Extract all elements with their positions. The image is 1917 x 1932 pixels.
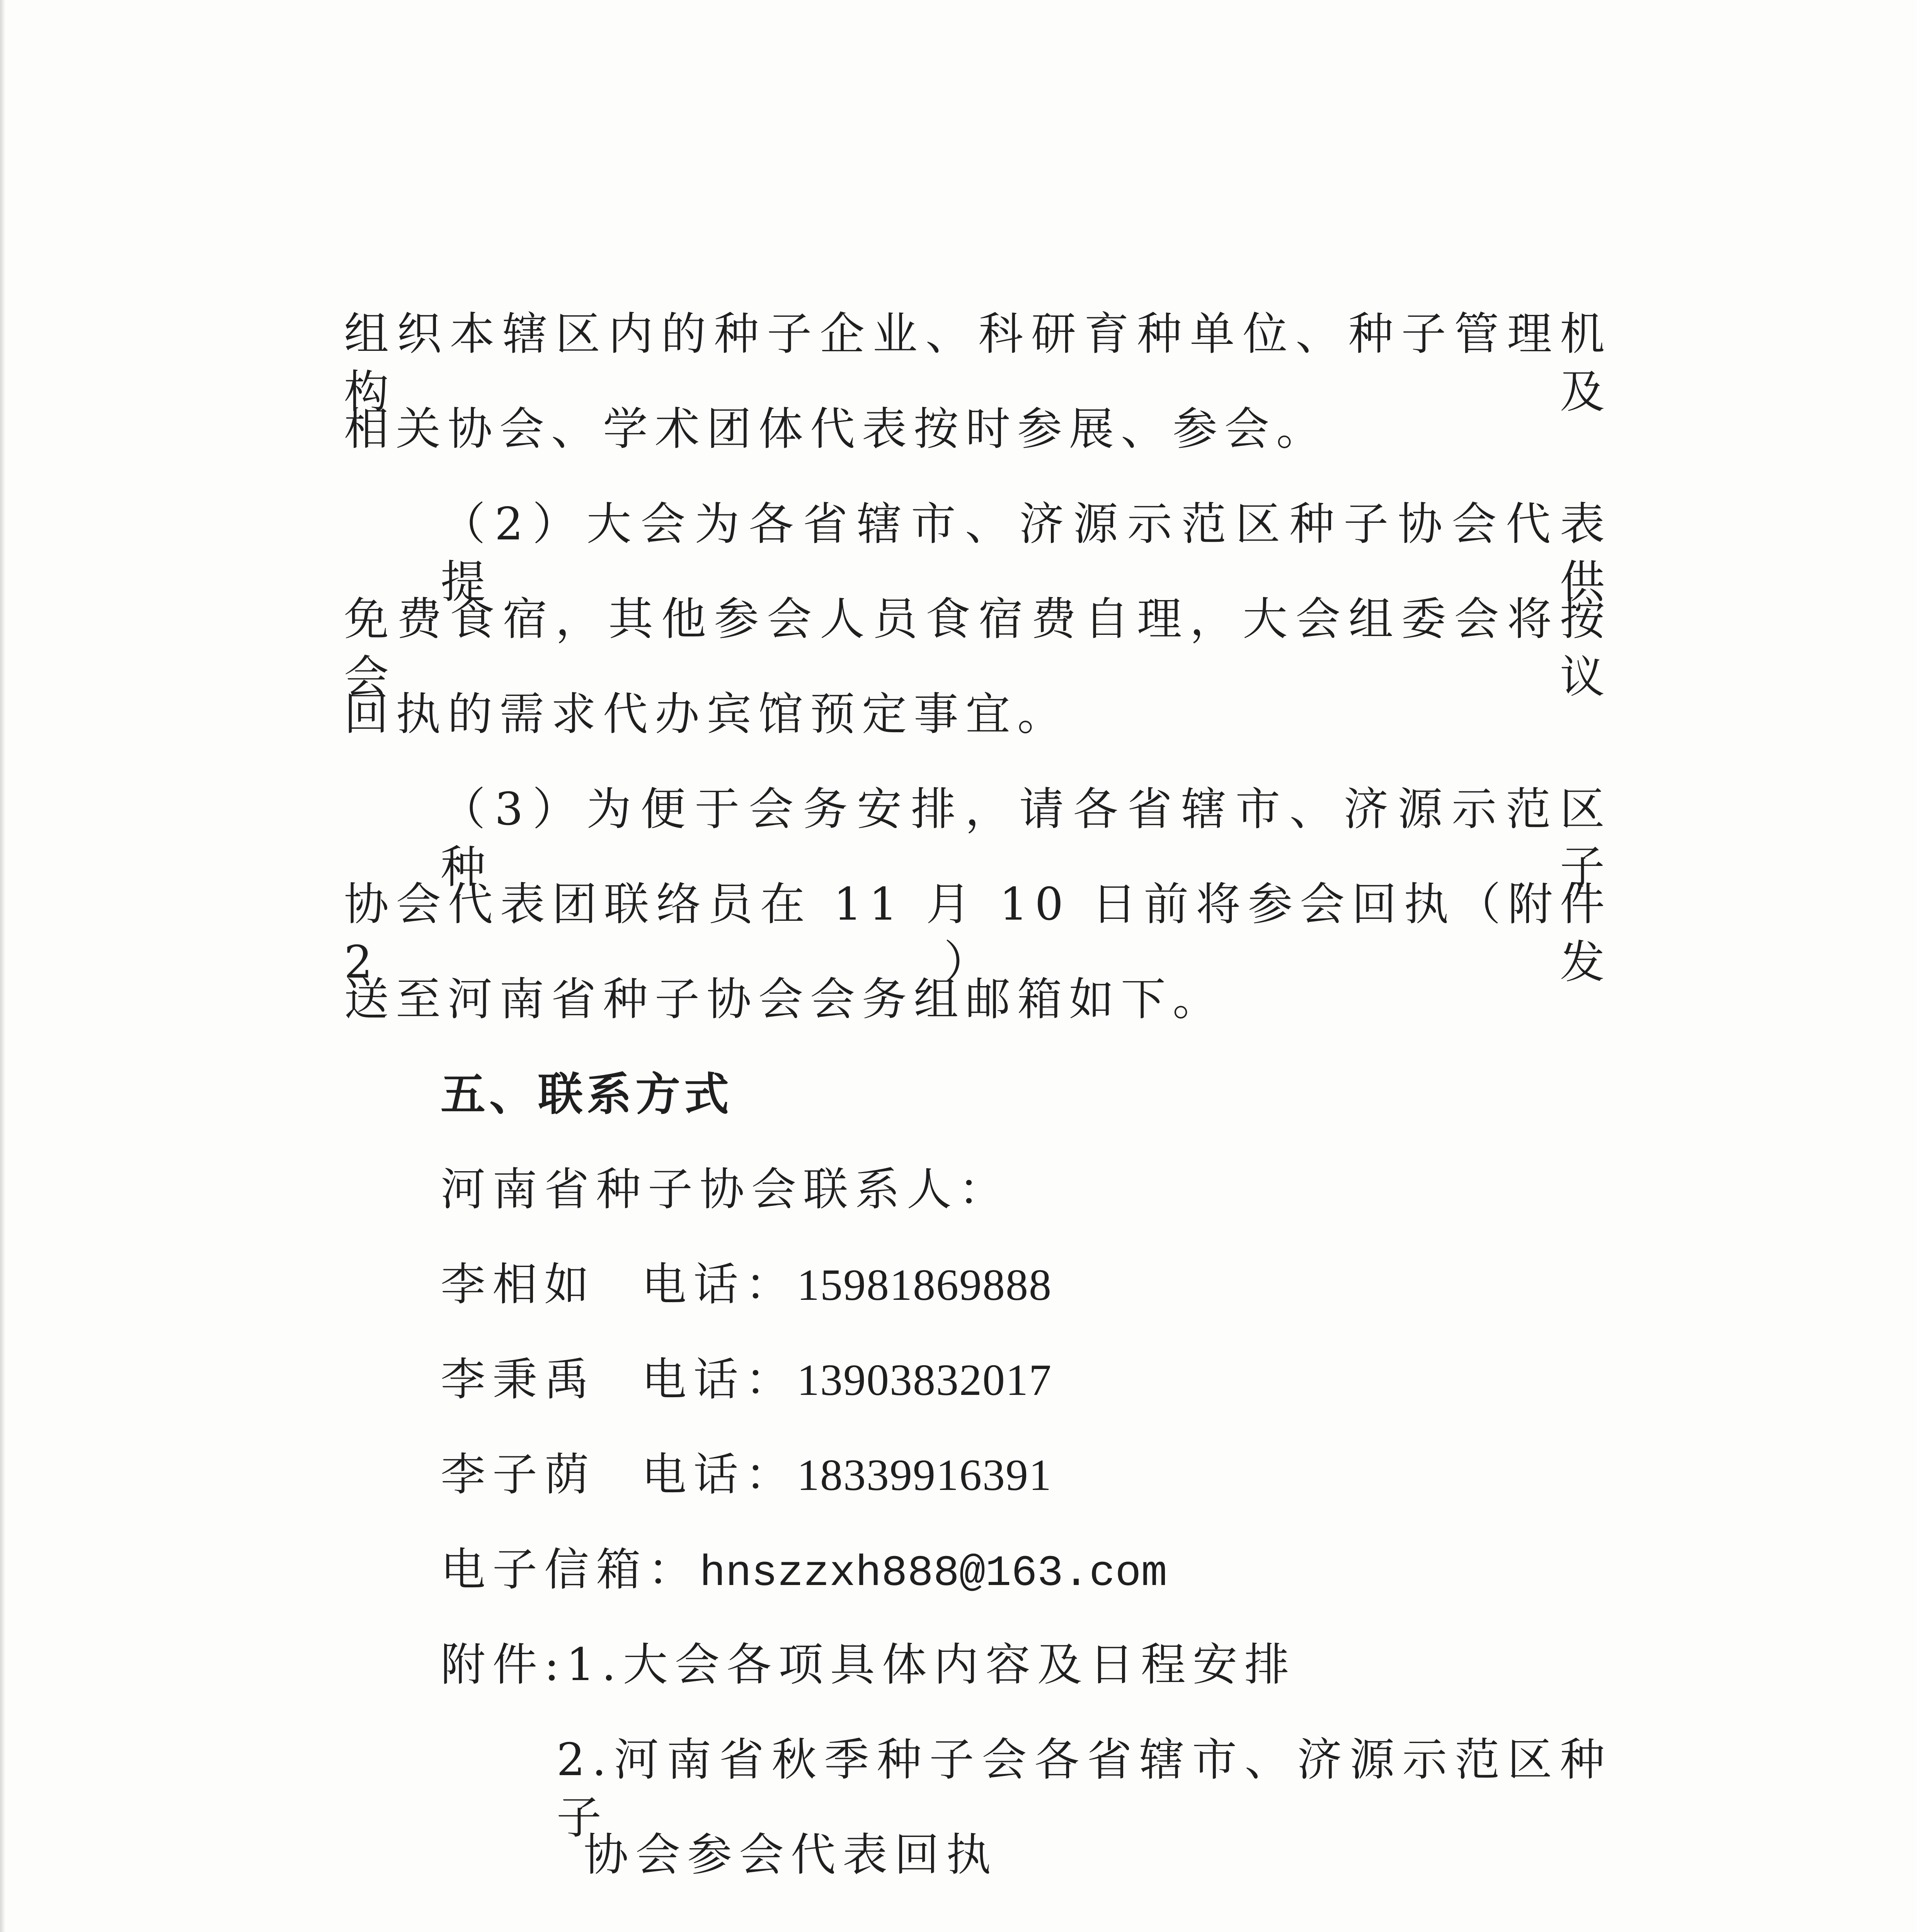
email-label: 电子信箱： <box>441 1544 700 1596</box>
paragraph-1-line-1: 组织本辖区内的种子企业、科研育种单位、种子管理机构及 <box>344 308 1612 418</box>
paragraph-1-line-2: 相关协会、学术团体代表按时参展、参会。 <box>344 403 1328 455</box>
contact-name: 李子荫 <box>441 1449 596 1501</box>
contact-name: 李相如 <box>441 1259 596 1311</box>
contact-row <box>441 1446 1052 1504</box>
paragraph-2-line-3: 回执的需求代办宾馆预定事宜。 <box>344 688 1069 740</box>
phone-label: 电话： <box>642 1354 797 1406</box>
paragraph-2-line-1: （2）大会为各省辖市、济源示范区种子协会代表提供 <box>441 498 1612 608</box>
email-row <box>441 1541 1167 1603</box>
attachment-item-2-line-1: 2.河南省秋季种子会各省辖市、济源示范区种子 <box>557 1734 1612 1844</box>
phone-label: 电话： <box>642 1449 797 1501</box>
phone-number: 13903832017 <box>797 1355 1052 1405</box>
contact-intro: 河南省种子协会联系人： <box>441 1163 1010 1216</box>
paragraph-3-line-3: 送至河南省种子协会会务组邮箱如下。 <box>344 973 1224 1026</box>
contact-heading: 五、联系方式 <box>441 1068 733 1121</box>
paragraph-3-line-2: 协会代表团联络员在 11 月 10 日前将参会回执（附件 2）发 <box>344 878 1612 988</box>
email-address: hnszzxh888@163.com <box>700 1549 1167 1598</box>
contact-row <box>441 1351 1052 1409</box>
attachment-row <box>441 1636 1296 1694</box>
paragraph-2-line-2: 免费食宿，其他参会人员食宿费自理，大会组委会将按会议 <box>344 593 1612 703</box>
phone-number: 18339916391 <box>797 1451 1052 1500</box>
contact-name: 李秉禹 <box>441 1354 596 1406</box>
attachment-item-1: 1.大会各项具体内容及日程安排 <box>566 1639 1296 1691</box>
paragraph-3-line-1: （3）为便于会务安排，请各省辖市、济源示范区种子 <box>441 783 1612 893</box>
contact-row <box>441 1256 1052 1314</box>
phone-number: 15981869888 <box>797 1260 1052 1310</box>
attachment-label: 附件: <box>441 1639 567 1691</box>
attachment-item-2-line-2: 协会参会代表回执 <box>584 1829 998 1881</box>
scan-edge <box>0 0 5 1932</box>
phone-label: 电话： <box>642 1259 797 1311</box>
